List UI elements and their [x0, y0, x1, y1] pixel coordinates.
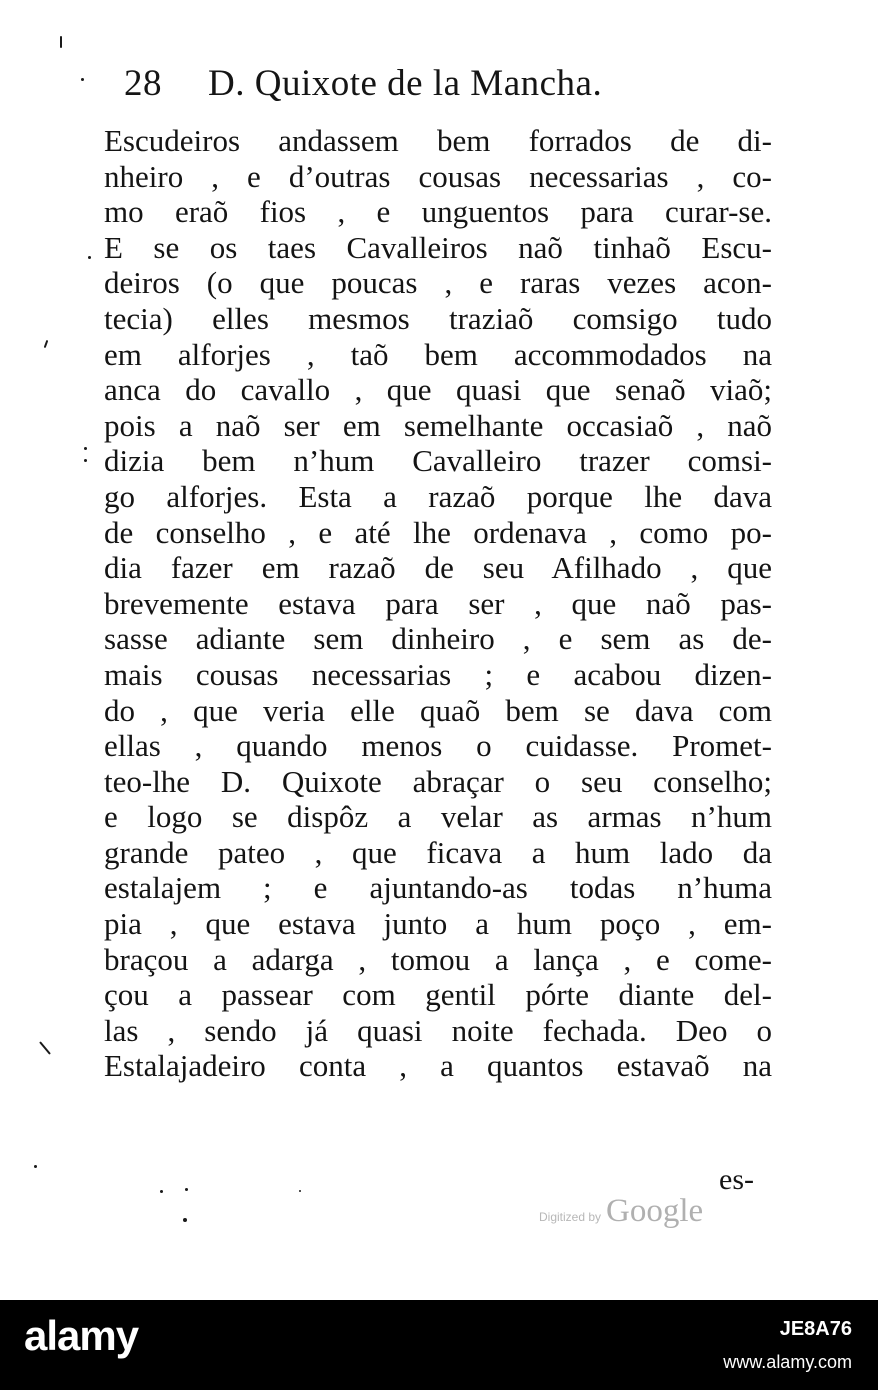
text-line: em alforjes , taõ bem accommodados na	[104, 336, 772, 372]
text-line: nheiro , e d’outras cousas necessarias , co-	[104, 158, 772, 194]
text-line: tecia) elles mesmos traziaõ comsigo tudo	[104, 300, 772, 336]
text-line: deiros (o que poucas , e raras vezes acon-	[104, 265, 772, 301]
image-id: JE8A76	[779, 1318, 852, 1340]
scan-speck	[299, 1190, 301, 1192]
text-line: braçou a adarga , tomou a lança , e come-	[104, 941, 772, 977]
text-line: do , que veria elle quaõ bem se dava com	[104, 692, 772, 728]
scan-speck	[39, 1041, 51, 1055]
text-line: E se os taes Cavalleiros naõ tinhaõ Escu-	[104, 229, 772, 265]
text-line: mo eraõ fios , e unguentos para curar-se.	[104, 194, 772, 230]
text-line: mais cousas necessarias ; e acabou dizen-	[104, 656, 772, 692]
watermark-prefix: Digitized by	[539, 1210, 602, 1224]
text-line: dizia bem n’hum Cavalleiro trazer comsi-	[104, 443, 772, 479]
text-line: estalajem ; e ajuntando-as todas n’huma	[104, 870, 772, 906]
scan-speck	[44, 340, 49, 348]
text-line: go alforjes. Esta a razaõ porque lhe dava	[104, 478, 772, 514]
text-line: las , sendo já quasi noite fechada. Deo o	[104, 1012, 772, 1048]
running-head	[124, 62, 704, 112]
text-line: anca do cavallo , que quasi que senaõ viaõ;	[104, 372, 772, 408]
text-line: e logo se dispôz a velar as armas n’hum	[104, 799, 772, 835]
page-number: 28	[124, 63, 162, 104]
text-line: brevemente estava para ser , que naõ pas-	[104, 585, 772, 621]
text-line: ellas , quando menos o cuidasse. Promet-	[104, 728, 772, 764]
text-line: grande pateo , que ficava a hum lado da	[104, 834, 772, 870]
google-logo: Google	[606, 1193, 704, 1229]
digitized-watermark	[539, 1193, 703, 1233]
text-line: pia , que estava junto a hum poço , em-	[104, 906, 772, 942]
scan-speck	[183, 1218, 187, 1222]
stock-footer-bar	[0, 1300, 878, 1390]
scan-speck	[84, 459, 87, 462]
running-head-title: D. Quixote de la Mancha.	[208, 63, 603, 104]
text-line: çou a passear com gentil pórte diante del-	[104, 977, 772, 1013]
text-line: Escudeiros andassem bem forrados de di-	[104, 123, 772, 158]
scan-speck	[160, 1190, 163, 1193]
scan-speck	[88, 256, 91, 259]
scan-speck	[185, 1188, 188, 1191]
text-line: de conselho , e até lhe ordenava , como po-	[104, 514, 772, 550]
text-line: pois a naõ ser em semelhante occasiaõ , naõ	[104, 407, 772, 443]
body-text	[104, 123, 772, 1084]
text-line: teo-lhe D. Quixote abraçar o seu conselho;	[104, 763, 772, 799]
scan-speck	[60, 36, 62, 48]
text-line: Estalajadeiro conta , a quantos estavaõ na	[104, 1048, 772, 1084]
scan-speck	[84, 447, 87, 450]
text-line: dia fazer em razaõ de seu Afilhado , que	[104, 550, 772, 586]
alamy-logo: alamy	[24, 1312, 139, 1359]
catchword: es-	[719, 1163, 754, 1196]
footer-url: www.alamy.com	[723, 1352, 852, 1372]
scan-speck	[34, 1165, 37, 1168]
text-line: sasse adiante sem dinheiro , e sem as de-	[104, 621, 772, 657]
scan-speck	[81, 78, 84, 81]
